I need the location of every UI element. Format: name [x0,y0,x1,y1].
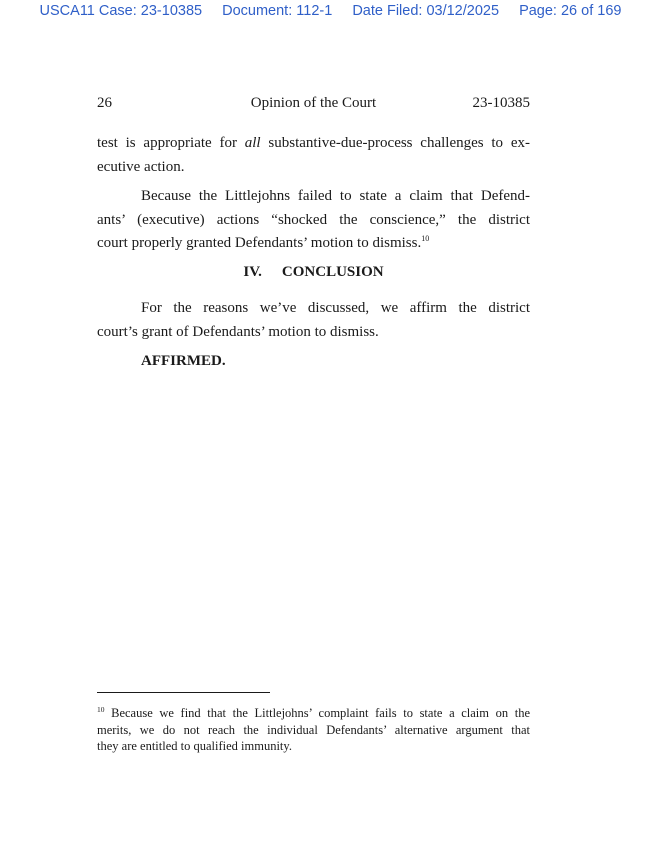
footnote-separator [97,692,270,693]
running-title: Opinion of the Court [250,95,377,111]
footnote-line: merits, we do not reach the individual Defendants’ alternative argument that [97,722,530,737]
paragraph-conclusion-reasoning [97,185,530,256]
disposition [97,350,530,374]
paragraph-line: test is appropriate for all substantive-due-process challenges to ex- [97,135,530,151]
footnote [97,705,530,755]
page-count: Page: 26 of 169 [519,3,622,19]
paragraph-affirm [97,297,530,344]
paragraph-line: court properly granted Defendants’ motion to dismiss.$^{10}$ [97,234,430,251]
case-number: USCA11 Case: 23-10385 [39,3,203,19]
paragraph-line: For the reasons we’ve discussed, we affirm the district [141,300,530,316]
emphasis-text: all [244,135,261,151]
disposition-text: AFFIRMED. [141,353,226,369]
paragraph-continuation [97,132,530,179]
section-number: IV. [243,264,262,280]
paragraph-line: ecutive action. [97,158,185,175]
docket-number: 23-10385 [472,95,530,111]
page-number: 26 [97,95,112,111]
filing-header [0,3,661,19]
footnote-number: 10 [97,704,105,714]
section-title: CONCLUSION [281,264,384,280]
document-number: Document: 112-1 [222,3,333,19]
section-heading [97,261,530,285]
paragraph-line: ants’ (executive) actions “shocked the conscience,” the district [97,211,530,228]
footnote-line: they are entitled to qualified immunity. [97,739,292,753]
paragraph-line: court’s grant of Defendants’ motion to dismiss. [97,323,379,340]
footnote-reference[interactable]: 10 [421,234,430,243]
date-filed: Date Filed: 03/12/2025 [352,3,500,19]
paragraph-line: Because the Littlejohns failed to state a claim that Defend- [141,188,530,204]
footnote-line: $^{10}$ Because we find that the Littlejohns’ complaint fails to state a claim on the [97,704,530,720]
